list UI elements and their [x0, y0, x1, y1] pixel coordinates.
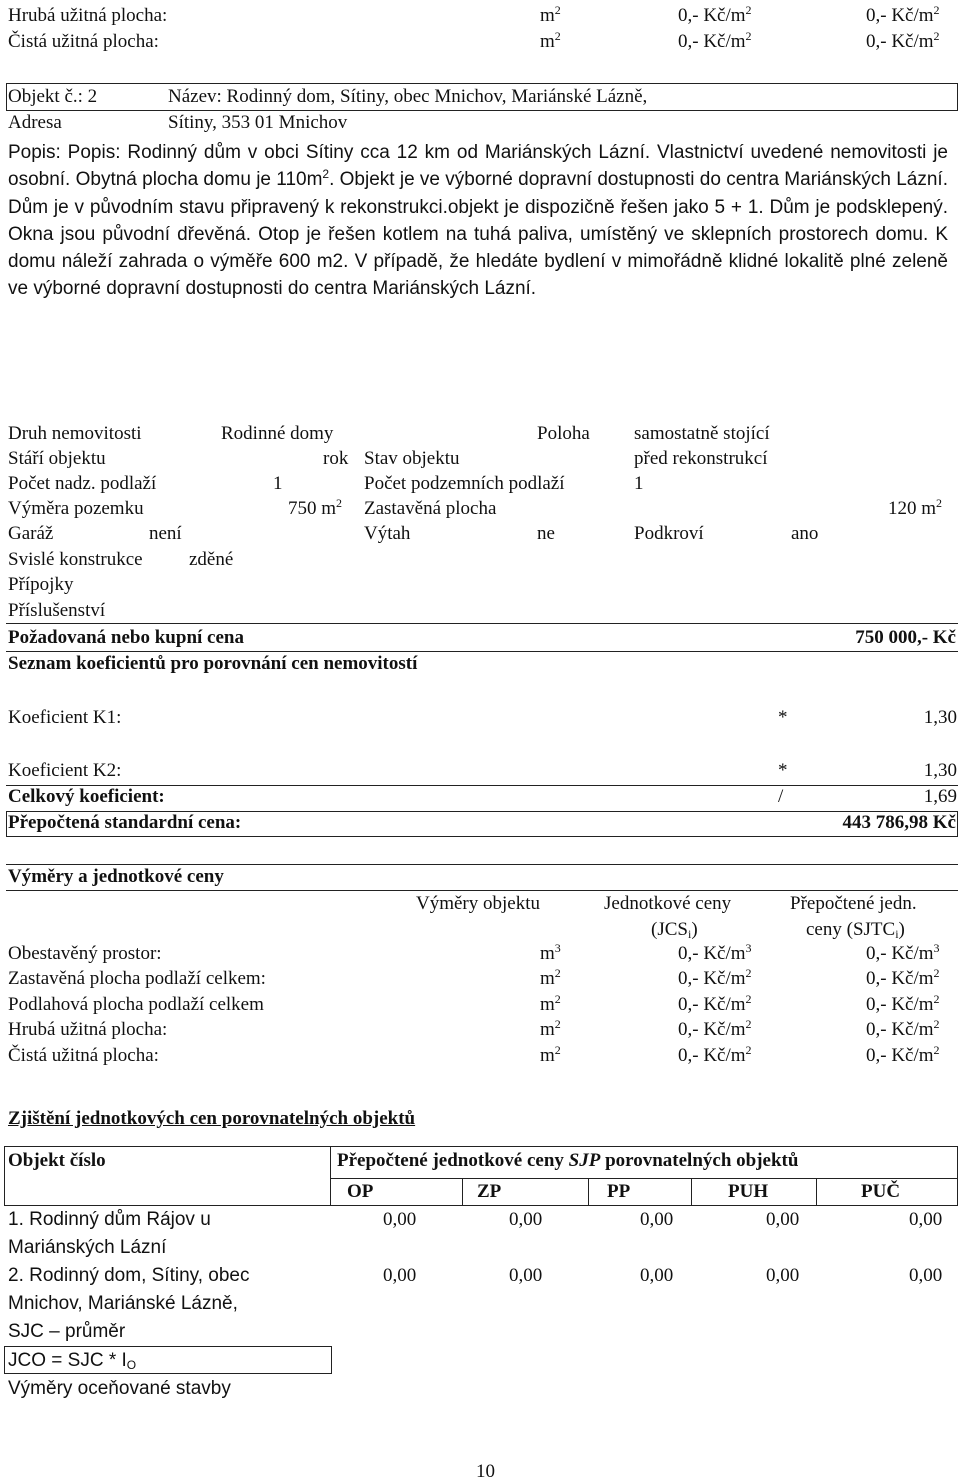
vymera-label: Výměra pozemku — [8, 498, 144, 519]
comp-row-1-zp: 0,00 — [509, 1209, 543, 1230]
comp-row-1-name: Mariánských Lázní — [8, 1237, 167, 1258]
garaz-label: Garáž — [8, 523, 54, 544]
vymery-col-header: Výměry objektu — [416, 893, 541, 914]
vymery-row-label: Podlahová plocha podlaží celkem — [8, 994, 264, 1015]
svisle-label: Svislé konstrukce — [8, 549, 143, 570]
divider — [691, 1178, 692, 1206]
k2-label: Koeficient K2: — [8, 760, 122, 781]
comp-row-2-name: Mnichov, Mariánské Lázně, — [8, 1293, 238, 1314]
celkovy-operator: / — [778, 786, 784, 807]
cena-value: 750 000,- Kč — [855, 627, 956, 648]
comp-row-1-pp: 0,00 — [640, 1209, 674, 1230]
vymery-row-label: Čistá užitná plocha: — [8, 1045, 159, 1066]
vytah-value: ne — [537, 523, 555, 544]
col-op: OP — [347, 1181, 374, 1202]
k2-operator: * — [778, 760, 788, 781]
divider — [588, 1178, 589, 1206]
sjtc-col-header: Přepočtené jedn. — [790, 893, 917, 914]
comp-row-2-pp: 0,00 — [640, 1265, 674, 1286]
celkovy-value: 1,69 — [923, 786, 957, 807]
vymery-row-jcs: 0,- $Kč/m^2$ — [678, 992, 752, 1015]
top-row-unit-2: $m^2$ — [540, 29, 561, 52]
poloha-label: Poloha — [537, 423, 590, 444]
comp-row-1-name: 1. Rodinný dům Rájov u — [8, 1209, 211, 1230]
pocet-nadz-label: Počet nadz. podlaží — [8, 473, 157, 494]
vymery-row-label: Obestavěný prostor: — [8, 943, 162, 964]
cena-label: Požadovaná nebo kupní cena — [8, 627, 244, 648]
vymery-row-jcs: 0,- $Kč/m^2$ — [678, 1017, 752, 1040]
vymery-row-label: Zastavěná plocha podlaží celkem: — [8, 968, 266, 989]
vymery-row-unit: $m^2$ — [540, 966, 561, 989]
jcs-col-header: $(JCS_i)$ — [651, 919, 698, 941]
stav-label: Stav objektu — [364, 448, 460, 469]
k2-value: 1,30 — [923, 760, 957, 781]
top-row-unit-1: $m^2$ — [540, 3, 561, 26]
podkrovi-value: ano — [791, 523, 819, 544]
svisle-value: zděné — [189, 549, 234, 570]
divider — [6, 623, 958, 624]
top-row-jcs-1: 0,- $Kč/m^2$ — [678, 3, 752, 26]
top-row-label-2: Čistá užitná plocha: — [8, 31, 159, 52]
zjisteni-title: Zjištění jednotkových cen porovnatelných objektů — [8, 1108, 416, 1129]
comp-row-1-puc: 0,00 — [909, 1209, 943, 1230]
sjc-average: SJC – průměr — [8, 1321, 126, 1342]
vymery-title: Výměry a jednotkové ceny — [8, 866, 224, 887]
vymery-row-jcs: 0,- $Kč/m^2$ — [678, 966, 752, 989]
vytah-label: Výtah — [364, 523, 411, 544]
vymera-value: 750 $m^2$ — [288, 496, 343, 519]
comp-row-2-puc: 0,00 — [909, 1265, 943, 1286]
prislusenstvi-label: Příslušenství — [8, 600, 106, 621]
pocet-podz-value: 1 — [634, 473, 644, 494]
vymery-row-unit: $m^3$ — [540, 941, 561, 964]
stav-value: před rekonstrukcí — [634, 448, 768, 469]
druh-label: Druh nemovitosti — [8, 423, 142, 444]
seznam-label: Seznam koeficientů pro porovnání cen nemovitostí — [8, 653, 418, 674]
object-description: Popis: Popis: Rodinný dům v obci Sítiny cca 12 km od Mariánských Lázní. Vlastnictví uvedené nemovitosti je osobní. Obytná plocha domu je $110m^2$. Objekt je ve výborné dopravní dostupnosti do centra Mariánských Lázní. Dům je v původním stavu připravený k rekonstrukci.objekt je dispozičně řešen jako 5 + 1. Dům je podsklepený. Okna jsou původní dřevěná. Otop je řešen kotlem na tuhá paliva, umístěný ve sklepních prostorech domu. K domu náleží zahrada o výměře 600 m2. V případě, že hledáte bydlení v mimořádně klidné lokalitě plné zeleně ve výborné dopravní dostupnosti do centra Mariánských Lázní. — [8, 142, 948, 300]
k1-label: Koeficient K1: — [8, 707, 122, 728]
vymery-ocenovane: Výměry oceňované stavby — [8, 1378, 231, 1399]
vymery-row-unit: $m^2$ — [540, 1043, 561, 1066]
sjtc-col-header: ceny $(SJTC_i)$ — [806, 919, 905, 941]
page-number: 10 — [476, 1461, 495, 1482]
vymery-row-unit: $m^2$ — [540, 992, 561, 1015]
comp-row-2-zp: 0,00 — [509, 1265, 543, 1286]
divider — [330, 1146, 331, 1206]
col-puc: PUČ — [861, 1181, 901, 1202]
vymery-row-sjtc: 0,- $Kč/m^2$ — [866, 992, 940, 1015]
address-value: Sítiny, 353 01 Mnichov — [168, 112, 348, 133]
col-zp: ZP — [477, 1181, 502, 1202]
pripojky-label: Přípojky — [8, 574, 74, 595]
vymery-row-sjtc: 0,- $Kč/m^2$ — [866, 1017, 940, 1040]
col-pp: PP — [607, 1181, 631, 1202]
druh-value: Rodinné domy — [221, 423, 334, 444]
comp-row-1-puh: 0,00 — [766, 1209, 800, 1230]
divider — [6, 651, 958, 652]
address-label: Adresa — [8, 112, 62, 133]
prepoctena-label: Přepočtená standardní cena: — [8, 812, 242, 833]
top-row-jcs-2: 0,- $Kč/m^2$ — [678, 29, 752, 52]
pocet-podz-label: Počet podzemních podlaží — [364, 473, 565, 494]
jco-formula: JCO = SJC * $I_O$ — [8, 1350, 137, 1372]
divider — [330, 1178, 958, 1179]
vymery-row-label: Hrubá užitná plocha: — [8, 1019, 168, 1040]
garaz-value: není — [149, 523, 182, 544]
divider — [957, 811, 958, 836]
top-row-sjtc-2: 0,- $Kč/m^2$ — [866, 29, 940, 52]
celkovy-label: Celkový koeficient: — [8, 786, 165, 807]
zastav-label: Zastavěná plocha — [364, 498, 497, 519]
vymery-row-jcs: 0,- $Kč/m^3$ — [678, 941, 752, 964]
poloha-value: samostatně stojící — [634, 423, 770, 444]
zastav-value: 120 $m^2$ — [888, 496, 943, 519]
divider — [6, 890, 958, 891]
vymery-row-sjtc: 0,- $Kč/m^2$ — [866, 966, 940, 989]
objekt-cislo-header: Objekt číslo — [8, 1150, 106, 1171]
divider — [6, 811, 7, 836]
comp-row-1-op: 0,00 — [383, 1209, 417, 1230]
divider — [462, 1178, 463, 1206]
divider — [6, 864, 958, 865]
divider — [816, 1178, 817, 1206]
object-name: Název: Rodinný dom, Sítiny, obec Mnichov, Mariánské Lázně, — [168, 86, 648, 107]
vymery-row-jcs: 0,- $Kč/m^2$ — [678, 1043, 752, 1066]
vymery-row-sjtc: 0,- $Kč/m^3$ — [866, 941, 940, 964]
podkrovi-label: Podkroví — [634, 523, 704, 544]
comp-row-2-op: 0,00 — [383, 1265, 417, 1286]
comp-row-2-name: 2. Rodinný dom, Sítiny, obec — [8, 1265, 250, 1286]
vymery-row-unit: $m^2$ — [540, 1017, 561, 1040]
jcs-col-header: Jednotkové ceny — [604, 893, 732, 914]
comp-row-2-puh: 0,00 — [766, 1265, 800, 1286]
k1-operator: * — [778, 707, 788, 728]
object-number: Objekt č.: 2 — [8, 86, 98, 107]
top-row-label-1: Hrubá užitná plocha: — [8, 5, 168, 26]
k1-value: 1,30 — [923, 707, 957, 728]
pocet-nadz-value: 1 — [273, 473, 283, 494]
sjp-header: Přepočtené jednotkové ceny SJP porovnatelných objektů — [337, 1150, 799, 1171]
stari-label: Stáří objektu — [8, 448, 106, 469]
prepoctena-value: 443 786,98 Kč — [842, 812, 956, 833]
top-row-sjtc-1: 0,- $Kč/m^2$ — [866, 3, 940, 26]
divider — [6, 836, 958, 837]
vymery-row-sjtc: 0,- $Kč/m^2$ — [866, 1043, 940, 1066]
col-puh: PUH — [728, 1181, 769, 1202]
stari-unit: rok — [323, 448, 349, 469]
